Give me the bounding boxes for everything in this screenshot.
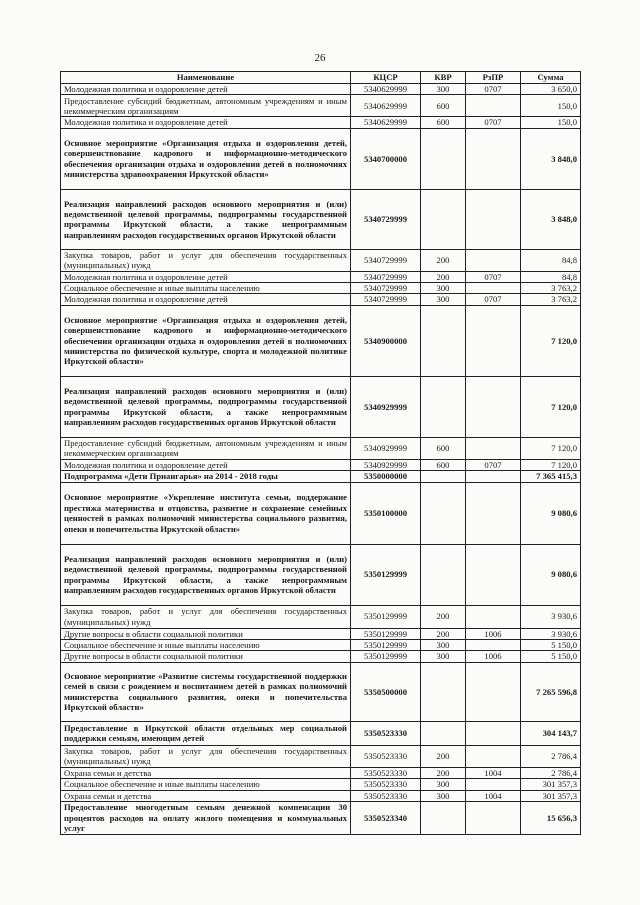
row-sum: 5 150,0: [521, 640, 581, 651]
row-sum: 9 080,6: [521, 482, 581, 544]
row-name: Основное мероприятие «Организация отдыха и оздоровления детей, совершенствование кадрового и информационно-методического обеспечения организации отдыха и оздоровления детей в полномочиях министерства по физической культуре, спорта и молодежной политике Иркутской области»: [61, 305, 351, 376]
row-kcsr: 5350129999: [351, 640, 421, 651]
row-kvr: 200: [421, 605, 466, 628]
row-kcsr: 5350523330: [351, 745, 421, 767]
row-sum: 2 786,4: [521, 745, 581, 767]
row-name: Социальное обеспечение и иные выплаты населению: [61, 283, 351, 294]
row-kcsr: 5340629999: [351, 95, 421, 117]
table-row: [61, 662, 581, 721]
row-sum: 9 080,6: [521, 544, 581, 605]
row-rzpr: [466, 605, 521, 628]
table-row: [61, 117, 581, 128]
row-name: Другие вопросы в области социальной политики: [61, 651, 351, 662]
table-row: [61, 779, 581, 790]
table-row: [61, 651, 581, 662]
row-kcsr: 5340629999: [351, 117, 421, 128]
row-sum: 7 365 415,3: [521, 471, 581, 482]
row-name: Молодежная политика и оздоровление детей: [61, 84, 351, 95]
row-rzpr: [466, 640, 521, 651]
budget-table: [60, 71, 581, 835]
table-row: [61, 128, 581, 189]
row-rzpr: [466, 779, 521, 790]
row-kcsr: 5340929999: [351, 376, 421, 437]
row-sum: 3 650,0: [521, 84, 581, 95]
row-kcsr: 5340729999: [351, 283, 421, 294]
row-kcsr: 5350523330: [351, 779, 421, 790]
table-row: [61, 459, 581, 470]
row-kvr: [421, 471, 466, 482]
row-sum: 7 120,0: [521, 437, 581, 459]
row-kvr: 200: [421, 767, 466, 778]
row-kvr: [421, 376, 466, 437]
row-sum: 301 357,3: [521, 779, 581, 790]
row-rzpr: [466, 745, 521, 767]
row-kvr: 300: [421, 294, 466, 305]
row-name: Охрана семьи и детства: [61, 790, 351, 801]
row-kcsr: 5350129999: [351, 628, 421, 639]
row-name: Предоставление субсидий бюджетным, автономным учреждениям и иным некоммерческим организациям: [61, 437, 351, 459]
row-name: Основное мероприятие «Развитие системы государственной поддержки семей в связи с рождением и воспитанием детей в рамках полномочий министерства социального развития, опеки и попечительства Иркутской области»: [61, 662, 351, 721]
row-name: Реализация направлений расходов основного мероприятия и (или) ведомственной целевой программы, подпрограммы государственной программы Иркутской области, а также непрограммным направлениям расходов государственных органов Иркутской области: [61, 376, 351, 437]
table-row: [61, 249, 581, 271]
row-kvr: 300: [421, 283, 466, 294]
row-name: Закупка товаров, работ и услуг для обеспечения государственных (муниципальных) нужд: [61, 249, 351, 271]
table-row: [61, 801, 581, 834]
row-rzpr: 0707: [466, 117, 521, 128]
row-name: Социальное обеспечение и иные выплаты населению: [61, 779, 351, 790]
row-name: Социальное обеспечение и иные выплаты населению: [61, 640, 351, 651]
row-kcsr: 5340700000: [351, 128, 421, 189]
row-name: Реализация направлений расходов основного мероприятия и (или) ведомственной целевой программы, подпрограммы государственной программы Иркутской области, а также непрограммным направлениям расходов государственных органов Иркутской области: [61, 189, 351, 249]
row-kvr: [421, 128, 466, 189]
row-rzpr: 0707: [466, 84, 521, 95]
row-kcsr: 5350523330: [351, 790, 421, 801]
table-row: [61, 294, 581, 305]
row-rzpr: [466, 189, 521, 249]
row-name: Закупка товаров, работ и услуг для обеспечения государственных (муниципальных) нужд: [61, 745, 351, 767]
row-rzpr: [466, 544, 521, 605]
row-kcsr: 5340929999: [351, 437, 421, 459]
row-kvr: 200: [421, 745, 466, 767]
row-kcsr: 5350129999: [351, 605, 421, 628]
row-kcsr: 5350523330: [351, 767, 421, 778]
row-rzpr: 1004: [466, 790, 521, 801]
table-row: [61, 189, 581, 249]
row-kvr: 600: [421, 117, 466, 128]
row-kcsr: 5340629999: [351, 84, 421, 95]
row-kvr: [421, 662, 466, 721]
row-kvr: 600: [421, 95, 466, 117]
row-sum: 7 120,0: [521, 459, 581, 470]
row-kcsr: 5350129999: [351, 544, 421, 605]
table-row: [61, 628, 581, 639]
row-kvr: 200: [421, 628, 466, 639]
header-sum: Сумма: [521, 72, 581, 84]
row-name: Подпрограмма «Дети Приангарья» на 2014 - 2018 годы: [61, 471, 351, 482]
row-rzpr: 1006: [466, 651, 521, 662]
header-kcsr: КЦСР: [351, 72, 421, 84]
row-rzpr: [466, 662, 521, 721]
row-kcsr: 5350129999: [351, 651, 421, 662]
row-name: Молодежная политика и оздоровление детей: [61, 271, 351, 282]
row-rzpr: 1004: [466, 767, 521, 778]
row-sum: 3 763,2: [521, 283, 581, 294]
row-sum: 3 930,6: [521, 605, 581, 628]
row-name: Закупка товаров, работ и услуг для обеспечения государственных (муниципальных) нужд: [61, 605, 351, 628]
header-name: Наименование: [61, 72, 351, 84]
row-sum: 3 848,0: [521, 189, 581, 249]
table-body: [61, 84, 581, 835]
header-kvr: КВР: [421, 72, 466, 84]
table-row: [61, 84, 581, 95]
row-rzpr: [466, 376, 521, 437]
row-kvr: 300: [421, 779, 466, 790]
row-name: Молодежная политика и оздоровление детей: [61, 117, 351, 128]
row-kcsr: 5340900000: [351, 305, 421, 376]
row-rzpr: 1006: [466, 628, 521, 639]
row-name: Предоставление в Иркутской области отдельных мер социальной поддержки семьям, имеющим детей: [61, 721, 351, 745]
table-row: [61, 437, 581, 459]
row-kcsr: 5340729999: [351, 189, 421, 249]
table-row: [61, 544, 581, 605]
row-rzpr: [466, 283, 521, 294]
table-header-row: [61, 72, 581, 84]
row-sum: 3 930,6: [521, 628, 581, 639]
row-kcsr: 5350100000: [351, 482, 421, 544]
row-sum: 7 265 596,8: [521, 662, 581, 721]
row-kvr: [421, 305, 466, 376]
row-kvr: [421, 482, 466, 544]
table-row: [61, 95, 581, 117]
row-kvr: 600: [421, 437, 466, 459]
row-kvr: 600: [421, 459, 466, 470]
row-kcsr: 5340729999: [351, 249, 421, 271]
table-row: [61, 767, 581, 778]
row-kvr: [421, 544, 466, 605]
row-rzpr: [466, 437, 521, 459]
table-row: [61, 721, 581, 745]
row-sum: 7 120,0: [521, 305, 581, 376]
table-row: [61, 745, 581, 767]
table-row: [61, 482, 581, 544]
row-kvr: [421, 721, 466, 745]
row-kvr: 300: [421, 790, 466, 801]
row-kcsr: 5350000000: [351, 471, 421, 482]
row-kvr: [421, 189, 466, 249]
row-kvr: 300: [421, 651, 466, 662]
row-sum: 5 150,0: [521, 651, 581, 662]
row-sum: 301 357,3: [521, 790, 581, 801]
row-kvr: 200: [421, 249, 466, 271]
row-kcsr: 5350523340: [351, 801, 421, 834]
row-sum: 150,0: [521, 117, 581, 128]
row-name: Молодежная политика и оздоровление детей: [61, 294, 351, 305]
row-kvr: 200: [421, 271, 466, 282]
row-rzpr: [466, 721, 521, 745]
row-rzpr: [466, 801, 521, 834]
row-rzpr: [466, 128, 521, 189]
row-rzpr: [466, 305, 521, 376]
table-row: [61, 283, 581, 294]
row-rzpr: 0707: [466, 271, 521, 282]
row-kvr: [421, 801, 466, 834]
row-rzpr: [466, 95, 521, 117]
table-row: [61, 305, 581, 376]
table-row: [61, 271, 581, 282]
row-rzpr: 0707: [466, 459, 521, 470]
table-row: [61, 376, 581, 437]
row-name: Предоставление многодетным семьям денежной компенсации 30 процентов расходов на оплату жилого помещения и коммунальных услуг: [61, 801, 351, 834]
row-kvr: 300: [421, 640, 466, 651]
table-row: [61, 790, 581, 801]
row-rzpr: [466, 482, 521, 544]
page-number: 26: [314, 52, 326, 64]
table-row: [61, 640, 581, 651]
row-name: Реализация направлений расходов основного мероприятия и (или) ведомственной целевой программы, подпрограммы государственной программы Иркутской области, а также непрограммным направлениям расходов государственных органов Иркутской области: [61, 544, 351, 605]
row-kvr: 300: [421, 84, 466, 95]
row-rzpr: [466, 249, 521, 271]
row-sum: 3 848,0: [521, 128, 581, 189]
table-row: [61, 471, 581, 482]
row-name: Охрана семьи и детства: [61, 767, 351, 778]
row-name: Основное мероприятие «Организация отдыха и оздоровления детей, совершенствование кадрового и информационно-методического обеспечения организации отдыха и оздоровления детей в полномочиях министерства здравоохранения Иркутской области»: [61, 128, 351, 189]
row-sum: 84,8: [521, 271, 581, 282]
row-sum: 304 143,7: [521, 721, 581, 745]
row-name: Другие вопросы в области социальной политики: [61, 628, 351, 639]
row-sum: 150,0: [521, 95, 581, 117]
row-sum: 7 120,0: [521, 376, 581, 437]
header-rzpr: РзПР: [466, 72, 521, 84]
row-sum: 15 656,3: [521, 801, 581, 834]
row-rzpr: 0707: [466, 294, 521, 305]
row-kcsr: 5350523330: [351, 721, 421, 745]
row-kcsr: 5340929999: [351, 459, 421, 470]
row-kcsr: 5350500000: [351, 662, 421, 721]
row-sum: 2 786,4: [521, 767, 581, 778]
row-sum: 3 763,2: [521, 294, 581, 305]
row-kcsr: 5340729999: [351, 271, 421, 282]
row-sum: 84,8: [521, 249, 581, 271]
row-kcsr: 5340729999: [351, 294, 421, 305]
row-name: Предоставление субсидий бюджетным, автономным учреждениям и иным некоммерческим организациям: [61, 95, 351, 117]
table-row: [61, 605, 581, 628]
row-name: Основное мероприятие «Укрепление института семьи, поддержание престижа материнства и отцовства, развитие и сохранение семейных ценностей в рамках полномочий министерства социального развития, опеки и попечительства Иркутской области»: [61, 482, 351, 544]
row-name: Молодежная политика и оздоровление детей: [61, 459, 351, 470]
row-rzpr: [466, 471, 521, 482]
